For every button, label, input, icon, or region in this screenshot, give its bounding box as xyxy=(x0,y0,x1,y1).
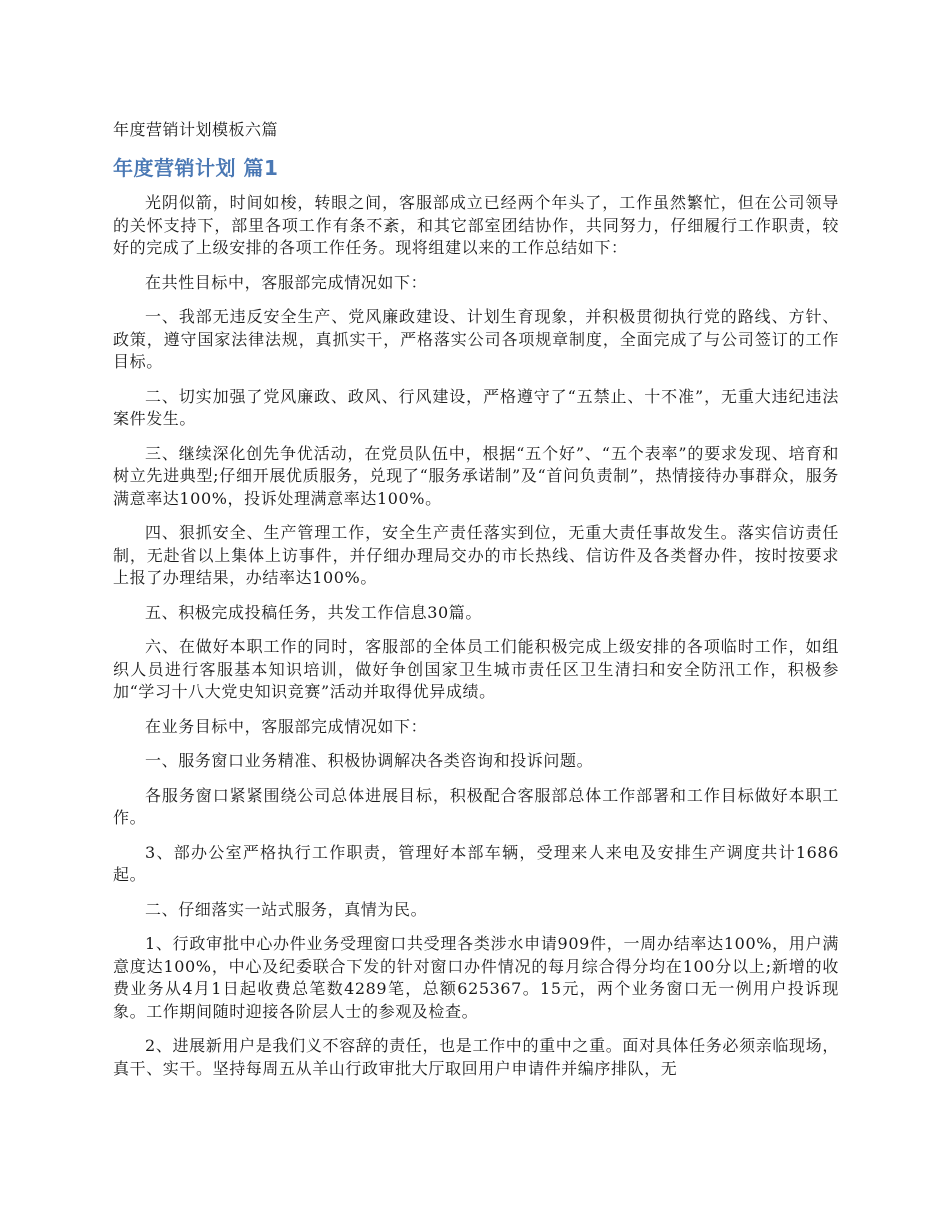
paragraph: 1、行政审批中心办件业务受理窗口共受理各类涉水申请909件，一周办结率达100%，用户满意度达100%，中心及纪委联合下发的针对窗口办件情况的每月综合得分均在100分以上;新增的收费业务从4月1日起收费总笔数4289笔，总额625367。15元，两个业务窗口无一例用户投诉现象。工作期间随时迎接各阶层人士的参观及检查。 xyxy=(113,934,839,1021)
paragraph: 四、狠抓安全、生产管理工作，安全生产责任落实到位，无重大责任事故发生。落实信访责任制，无赴省以上集体上访事件，并仔细办理局交办的市长热线、信访件及各类督办件，按时按要求上报了办理结果，办结率达100%。 xyxy=(113,523,839,587)
paragraph: 三、继续深化创先争优活动，在党员队伍中，根据“五个好”、“五个表率”的要求发现、培育和树立先进典型;仔细开展优质服务，兑现了“服务承诺制”及“首问负责制”，热情接待办事群众，服务满意率达100%，投诉处理满意率达100%。 xyxy=(113,443,839,508)
paragraph: 五、积极完成投稿任务，共发工作信息30篇。 xyxy=(145,602,482,622)
paragraph: 在业务目标中，客服部完成情况如下： xyxy=(145,716,428,736)
paragraph: 二、仔细落实一站式服务，真情为民。 xyxy=(145,899,428,919)
paragraph: 六、在做好本职工作的同时，客服部的全体员工们能积极完成上级安排的各项临时工作，如组织人员进行客服基本知识培训，做好争创国家卫生城市责任区卫生清扫和安全防汛工作，积极参加“学习十八大党史知识竞赛”活动并取得优异成绩。 xyxy=(113,637,839,701)
paragraph: 光阴似箭，时间如梭，转眼之间，客服部成立已经两个年头了，工作虽然繁忙，但在公司领导的关怀支持下，部里各项工作有条不紊，和其它部室团结协作，共同努力，仔细履行工作职责，较好的完成了上级安排的各项工作任务。现将组建以来的工作总结如下： xyxy=(113,193,839,257)
paragraph: 在共性目标中，客服部完成情况如下： xyxy=(145,272,428,292)
paragraph: 一、服务窗口业务精准、积极协调解决各类咨询和投诉问题。 xyxy=(145,751,594,770)
document-title: 年度营销计划模板六篇 xyxy=(113,120,279,139)
paragraph: 二、切实加强了党风廉政、政风、行风建设，严格遵守了“五禁止、十不准”，无重大违纪违法案件发生。 xyxy=(113,386,839,428)
paragraph: 各服务窗口紧紧围绕公司总体进展目标，积极配合客服部总体工作部署和工作目标做好本职工作。 xyxy=(113,785,839,827)
paragraph: 3、部办公室严格执行工作职责，管理好本部车辆，受理来人来电及安排生产调度共计1686起。 xyxy=(113,842,839,884)
paragraph: 2、进展新用户是我们义不容辞的责任，也是工作中的重中之重。面对具体任务必须亲临现场，真干、实干。坚持每周五从羊山行政审批大厅取回用户申请件并编序排队，无 xyxy=(113,1036,839,1078)
document-page xyxy=(113,118,839,1092)
section-heading: 年度营销计划 篇1 xyxy=(113,156,279,180)
paragraph: 一、我部无违反安全生产、党风廉政建设、计划生育现象，并积极贯彻执行党的路线、方针、政策，遵守国家法律法规，真抓实干，严格落实公司各项规章制度，全面完成了与公司签订的工作目标。 xyxy=(113,307,839,371)
